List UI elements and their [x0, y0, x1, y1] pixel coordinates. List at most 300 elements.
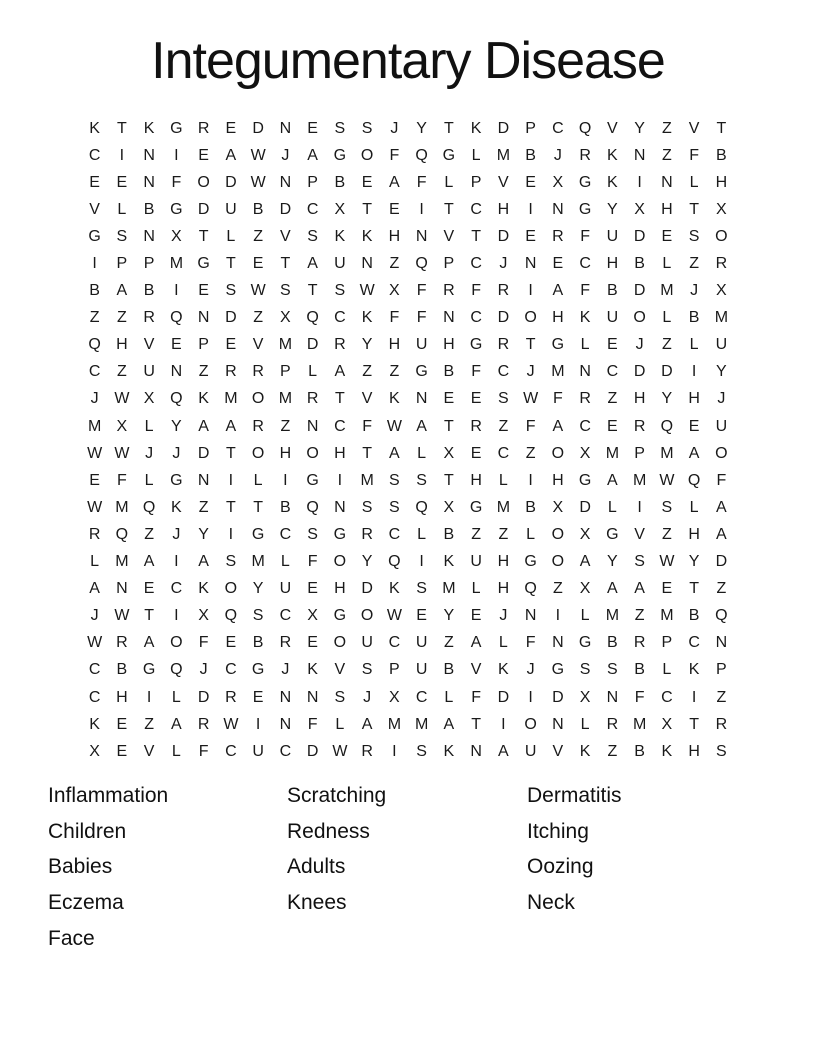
grid-letter: H	[388, 336, 401, 354]
grid-letter: S	[416, 580, 427, 598]
grid-letter: Q	[142, 498, 156, 516]
grid-letter: N	[197, 471, 210, 489]
grid-letter: B	[443, 661, 455, 679]
grid-letter: R	[715, 255, 728, 273]
grid-letter: Z	[716, 580, 727, 598]
grid-letter: S	[334, 119, 346, 137]
grid-letter: O	[306, 444, 319, 462]
grid-letter: Q	[170, 390, 183, 408]
grid-letter: L	[117, 200, 127, 218]
grid-letter: S	[361, 119, 373, 137]
grid-letter: Y	[361, 553, 373, 571]
grid-letter: N	[279, 119, 292, 137]
grid-letter: L	[280, 553, 290, 571]
grid-letter: A	[552, 282, 564, 300]
grid-letter: X	[443, 498, 455, 516]
grid-letter: T	[225, 498, 236, 516]
grid-letter: N	[361, 255, 373, 273]
grid-letter: W	[114, 607, 130, 625]
grid-letter: M	[115, 553, 129, 571]
grid-letter: E	[307, 580, 318, 598]
grid-letter: Z	[661, 336, 672, 354]
grid-letter: I	[174, 607, 179, 625]
grid-letter: R	[579, 146, 591, 164]
grid-letter: E	[661, 227, 673, 245]
grid-letter: B	[280, 498, 291, 516]
grid-letter: W	[87, 444, 103, 462]
grid-letter: M	[496, 498, 511, 516]
grid-letter: Z	[89, 309, 100, 327]
grid-letter: D	[579, 498, 591, 516]
grid-letter: M	[414, 715, 429, 733]
grid-letter: O	[224, 580, 238, 598]
grid-letter: E	[361, 173, 373, 191]
grid-letter: J	[281, 661, 290, 679]
grid-letter: S	[661, 498, 673, 516]
grid-letter: I	[691, 688, 697, 706]
grid-letter: E	[443, 390, 455, 408]
grid-letter: N	[143, 173, 155, 191]
grid-letter: N	[334, 498, 346, 516]
grid-letter: G	[170, 119, 183, 137]
grid-letter: C	[306, 200, 319, 218]
grid-letter: J	[390, 119, 399, 137]
grid-letter: L	[335, 715, 345, 733]
grid-letter: N	[197, 309, 210, 327]
grid-letter: V	[252, 336, 264, 354]
grid-letter: F	[634, 688, 645, 706]
grid-letter: Y	[198, 525, 209, 543]
grid-letter: X	[716, 282, 727, 300]
grid-letter: M	[278, 390, 293, 408]
grid-letter: L	[471, 146, 481, 164]
grid-letter: T	[116, 119, 127, 137]
grid-letter: G	[578, 634, 592, 652]
grid-letter: R	[143, 309, 155, 327]
grid-letter: V	[143, 742, 155, 760]
grid-letter: G	[333, 607, 347, 625]
grid-letter: E	[116, 715, 128, 733]
grid-letter: C	[279, 525, 292, 543]
grid-letter: E	[116, 742, 128, 760]
grid-letter: S	[416, 471, 427, 489]
letter-grid	[81, 115, 735, 765]
grid-letter: Z	[471, 525, 482, 543]
grid-letter: M	[660, 282, 674, 300]
grid-letter: I	[528, 200, 533, 218]
grid-letter: O	[197, 173, 210, 191]
grid-letter: F	[525, 634, 536, 652]
grid-letter: D	[225, 173, 237, 191]
grid-letter: K	[661, 742, 673, 760]
grid-letter: B	[634, 255, 645, 273]
grid-letter: L	[498, 471, 508, 489]
grid-letter: T	[443, 119, 454, 137]
grid-letter: K	[334, 227, 346, 245]
grid-letter: L	[662, 309, 672, 327]
grid-letter: H	[688, 742, 700, 760]
grid-letter: C	[497, 363, 510, 381]
grid-letter: P	[716, 661, 727, 679]
grid-letter: T	[362, 444, 373, 462]
grid-letter: X	[389, 282, 400, 300]
grid-letter: S	[716, 742, 727, 760]
grid-letter: L	[607, 498, 617, 516]
grid-letter: E	[525, 173, 536, 191]
grid-letter: E	[89, 471, 100, 489]
grid-letter: E	[661, 580, 673, 598]
grid-letter: C	[88, 363, 101, 381]
grid-letter: G	[197, 255, 210, 273]
grid-letter: Z	[552, 580, 563, 598]
grid-letter: A	[143, 553, 155, 571]
grid-letter: R	[579, 390, 591, 408]
grid-letter: L	[689, 336, 699, 354]
grid-letter: R	[88, 525, 101, 543]
grid-letter: U	[279, 580, 292, 598]
grid-letter: H	[116, 336, 128, 354]
word-item: Children	[48, 819, 127, 843]
grid-letter: S	[389, 471, 400, 489]
grid-letter: X	[579, 688, 591, 706]
grid-letter: P	[389, 661, 400, 679]
grid-letter: W	[87, 634, 103, 652]
grid-letter: T	[471, 715, 482, 733]
grid-letter: M	[714, 309, 729, 327]
grid-letter: X	[116, 417, 128, 435]
grid-letter: B	[634, 661, 645, 679]
grid-letter: O	[360, 146, 374, 164]
grid-letter: H	[497, 553, 510, 571]
grid-letter: A	[89, 580, 100, 598]
grid-letter: R	[497, 282, 510, 300]
grid-letter: Z	[525, 444, 536, 462]
grid-letter: Z	[498, 525, 509, 543]
grid-letter: C	[606, 363, 619, 381]
grid-letter: I	[555, 607, 561, 625]
grid-letter: G	[524, 553, 537, 571]
grid-letter: A	[470, 634, 482, 652]
grid-letter: K	[361, 309, 373, 327]
grid-letter: L	[580, 336, 590, 354]
grid-letter: K	[607, 173, 618, 191]
grid-letter: U	[606, 227, 619, 245]
grid-letter: K	[443, 553, 455, 571]
grid-letter: V	[470, 661, 482, 679]
grid-letter: L	[144, 417, 154, 435]
grid-letter: H	[606, 255, 619, 273]
grid-letter: M	[224, 390, 238, 408]
grid-letter: M	[496, 146, 511, 164]
grid-letter: H	[334, 444, 346, 462]
grid-letter: Z	[198, 363, 209, 381]
grid-letter: G	[333, 525, 347, 543]
grid-letter: G	[170, 471, 183, 489]
grid-letter: T	[471, 227, 482, 245]
grid-letter: N	[715, 634, 728, 652]
grid-letter: I	[419, 200, 424, 218]
grid-letter: R	[715, 715, 728, 733]
grid-letter: C	[225, 742, 237, 760]
grid-letter: I	[228, 471, 234, 489]
grid-letter: Z	[116, 363, 127, 381]
grid-letter: Z	[661, 119, 672, 137]
grid-letter: P	[634, 444, 645, 462]
grid-letter: C	[552, 119, 564, 137]
grid-letter: I	[691, 363, 697, 381]
grid-letter: O	[633, 309, 646, 327]
grid-letter: M	[551, 363, 565, 381]
grid-letter: B	[143, 282, 155, 300]
word-item: Face	[48, 926, 95, 950]
grid-letter: E	[252, 255, 264, 273]
grid-letter: E	[143, 580, 155, 598]
grid-letter: O	[715, 227, 728, 245]
grid-letter: J	[172, 525, 181, 543]
grid-letter: Q	[715, 607, 728, 625]
grid-letter: E	[171, 336, 182, 354]
grid-letter: F	[307, 715, 318, 733]
grid-letter: B	[143, 200, 155, 218]
grid-letter: J	[526, 363, 535, 381]
grid-letter: F	[389, 146, 400, 164]
grid-letter: A	[334, 363, 346, 381]
grid-letter: K	[579, 742, 591, 760]
grid-letter: T	[225, 444, 236, 462]
grid-letter: W	[223, 715, 239, 733]
grid-letter: A	[579, 553, 591, 571]
grid-letter: O	[551, 553, 565, 571]
grid-letter: K	[498, 661, 509, 679]
grid-letter: Z	[661, 525, 672, 543]
grid-letter: L	[662, 255, 672, 273]
grid-letter: C	[688, 634, 700, 652]
grid-letter: H	[334, 580, 346, 598]
grid-letter: A	[552, 417, 564, 435]
grid-letter: R	[552, 227, 564, 245]
grid-letter: Q	[388, 553, 401, 571]
grid-letter: F	[362, 417, 373, 435]
grid-letter: Z	[280, 417, 291, 435]
word-item: Adults	[287, 855, 346, 879]
grid-letter: B	[252, 200, 264, 218]
grid-letter: O	[524, 715, 537, 733]
grid-letter: X	[579, 580, 591, 598]
grid-letter: Y	[688, 553, 700, 571]
grid-letter: G	[251, 525, 265, 543]
grid-letter: M	[115, 498, 129, 516]
grid-letter: B	[525, 498, 536, 516]
grid-letter: T	[144, 607, 155, 625]
grid-letter: H	[497, 200, 510, 218]
grid-letter: I	[637, 173, 642, 191]
grid-letter: D	[306, 742, 319, 760]
grid-letter: C	[170, 580, 183, 598]
grid-letter: H	[661, 200, 673, 218]
grid-letter: K	[198, 390, 209, 408]
grid-letter: N	[415, 390, 428, 408]
grid-letter: N	[524, 255, 537, 273]
grid-letter: D	[225, 309, 237, 327]
grid-letter: F	[716, 471, 727, 489]
grid-letter: H	[388, 227, 401, 245]
grid-letter: N	[633, 146, 646, 164]
grid-letter: G	[142, 661, 156, 679]
grid-letter: Y	[361, 336, 373, 354]
grid-letter: G	[88, 227, 101, 245]
grid-letter: F	[198, 742, 209, 760]
grid-letter: K	[470, 119, 482, 137]
grid-letter: F	[525, 417, 536, 435]
grid-letter: D	[633, 282, 646, 300]
grid-letter: D	[497, 119, 510, 137]
grid-letter: B	[607, 282, 618, 300]
grid-letter: J	[90, 390, 99, 408]
grid-letter: R	[470, 417, 482, 435]
grid-letter: Q	[224, 607, 238, 625]
grid-letter: D	[552, 688, 564, 706]
grid-letter: R	[633, 417, 646, 435]
word-item: Dermatitis	[527, 784, 622, 807]
grid-letter: H	[688, 390, 700, 408]
grid-letter: U	[361, 634, 373, 652]
grid-letter: T	[253, 498, 264, 516]
grid-letter: P	[116, 255, 128, 273]
grid-letter: W	[250, 282, 266, 300]
grid-letter: C	[579, 255, 591, 273]
grid-letter: C	[470, 309, 482, 327]
grid-letter: K	[389, 580, 400, 598]
grid-letter: R	[252, 363, 264, 381]
grid-letter: S	[361, 498, 373, 516]
grid-letter: H	[443, 336, 455, 354]
grid-letter: J	[635, 336, 644, 354]
word-item: Itching	[527, 819, 589, 843]
grid-letter: G	[469, 498, 483, 516]
grid-letter: H	[552, 471, 564, 489]
grid-letter: D	[715, 553, 728, 571]
grid-letter: W	[114, 390, 130, 408]
grid-letter: X	[661, 715, 673, 733]
grid-letter: H	[470, 471, 482, 489]
grid-letter: F	[471, 363, 482, 381]
grid-letter: Y	[252, 580, 264, 598]
grid-letter: E	[225, 634, 237, 652]
grid-letter: G	[469, 336, 483, 354]
grid-letter: T	[443, 471, 454, 489]
word-column-2	[287, 778, 386, 921]
grid-letter: X	[171, 227, 182, 245]
grid-letter: Q	[524, 580, 537, 598]
grid-letter: Z	[661, 146, 672, 164]
grid-letter: O	[551, 444, 565, 462]
grid-letter: J	[281, 146, 290, 164]
grid-letter: E	[225, 336, 237, 354]
grid-letter: I	[92, 255, 97, 273]
grid-letter: D	[361, 580, 373, 598]
grid-letter: S	[225, 282, 237, 300]
grid-letter: I	[174, 553, 179, 571]
grid-letter: D	[633, 227, 646, 245]
grid-letter: W	[386, 417, 402, 435]
grid-letter: Z	[144, 525, 155, 543]
grid-letter: V	[143, 336, 155, 354]
grid-letter: Z	[253, 227, 264, 245]
grid-letter: A	[389, 444, 400, 462]
grid-letter: C	[88, 688, 101, 706]
grid-letter: Z	[253, 309, 264, 327]
grid-letter: D	[279, 200, 292, 218]
grid-letter: E	[225, 119, 237, 137]
grid-letter: I	[419, 553, 424, 571]
grid-letter: G	[578, 471, 592, 489]
grid-letter: C	[497, 444, 510, 462]
grid-letter: C	[334, 309, 346, 327]
grid-letter: K	[89, 715, 100, 733]
grid-letter: U	[252, 742, 264, 760]
grid-letter: G	[251, 661, 265, 679]
grid-letter: M	[660, 607, 674, 625]
grid-letter: K	[579, 309, 591, 327]
grid-letter: U	[415, 661, 428, 679]
grid-letter: I	[146, 688, 152, 706]
grid-letter: C	[470, 255, 482, 273]
grid-letter: Z	[144, 715, 155, 733]
grid-letter: A	[607, 471, 618, 489]
grid-letter: H	[688, 525, 700, 543]
word-item: Oozing	[527, 855, 594, 879]
grid-letter: A	[443, 715, 455, 733]
grid-letter: U	[524, 742, 537, 760]
grid-letter: N	[524, 607, 537, 625]
grid-letter: N	[279, 173, 292, 191]
grid-letter: T	[443, 417, 454, 435]
grid-letter: R	[633, 634, 646, 652]
grid-letter: F	[416, 309, 427, 327]
grid-letter: X	[198, 607, 209, 625]
grid-letter: S	[389, 498, 400, 516]
grid-letter: L	[417, 525, 427, 543]
grid-letter: N	[306, 688, 319, 706]
grid-letter: U	[470, 553, 482, 571]
grid-letter: A	[498, 742, 509, 760]
grid-letter: D	[252, 119, 264, 137]
grid-letter: Q	[115, 525, 129, 543]
grid-letter: P	[525, 119, 536, 137]
grid-letter: T	[225, 255, 236, 273]
grid-letter: W	[359, 282, 375, 300]
word-item: Scratching	[287, 784, 387, 807]
grid-letter: F	[580, 227, 591, 245]
grid-letter: V	[334, 661, 346, 679]
grid-letter: J	[363, 688, 372, 706]
grid-letter: Z	[607, 390, 618, 408]
grid-letter: P	[198, 336, 209, 354]
grid-letter: K	[443, 742, 455, 760]
grid-letter: B	[334, 173, 346, 191]
grid-letter: N	[279, 715, 292, 733]
grid-letter: J	[172, 444, 181, 462]
word-item: Neck	[527, 891, 575, 915]
grid-letter: A	[171, 715, 182, 733]
grid-letter: M	[387, 715, 402, 733]
grid-letter: L	[171, 742, 181, 760]
grid-letter: Z	[716, 688, 727, 706]
grid-letter: N	[170, 363, 183, 381]
grid-letter: X	[716, 200, 727, 218]
grid-letter: N	[552, 634, 564, 652]
grid-letter: N	[552, 715, 564, 733]
